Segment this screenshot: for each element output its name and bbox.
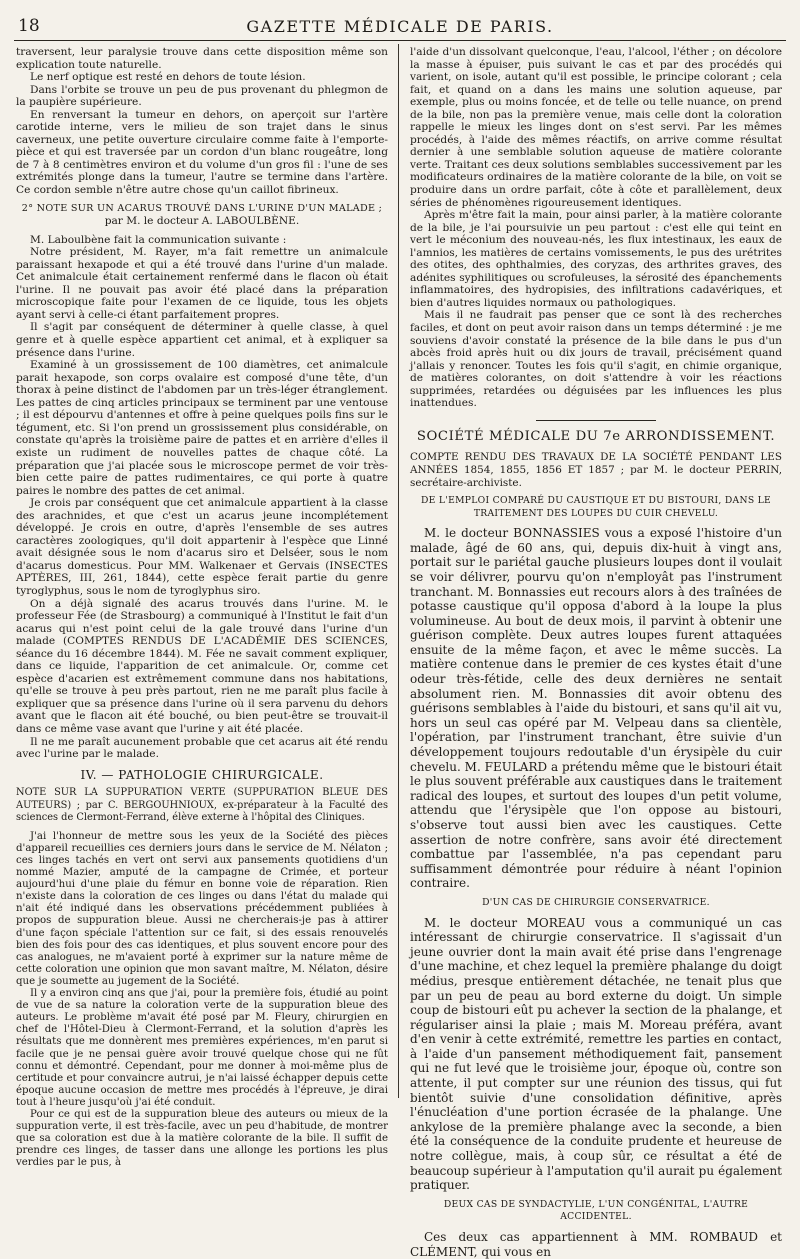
paragraph: En renversant la tumeur en dehors, on aperçoit sur l'artère carotide interne, vers le milieu de son trajet dans le sinus caverneux, une petite ouverture circulaire comme faite à l'emporte-pièce et qui est traversée par un cordon d'un blanc rougeâtre, long de 7 à 8 centimètres environ et du volume d'un gros fil : l'une de ses extrémités plonge dans la tumeur, l'autre se termine dans l'artère. Ce cordon semble n'être autre chose qu'un caillot fibrineux. [16, 108, 388, 197]
paragraph: Dans l'orbite se trouve un peu de pus provenant du phlegmon de la paupière supérieure. [16, 83, 388, 109]
paragraph: l'aide d'un dissolvant quelconque, l'eau, l'alcool, l'éther ; on décolore la masse à épuiser, puis suivant le cas et par des procédés qui varient, on isole, autant qu'il est possible, le principe colorant ; cela fait, et quand on a dans les mains une solution aqueuse, par exemple, plus ou moins foncée, et de telle ou telle nuance, on prend de la bile, non pas la première venue, mais celle dont la coloration rappelle le mieux les linges dont on s'est servi. Par les mêmes procédés, à l'aide des mêmes réactifs, on arrive comme résultat dernier à une semblable solution aqueuse de matière colorante verte. Traitant ces deux solutions semblables successivement par les modificateurs ordinaires de la matière colorante de la bile, on voit se produire dans un ordre parfait, côte à côte et parallèlement, deux séries de phénomènes rigoureusement identiques. [410, 46, 782, 209]
paragraph: Après m'être fait la main, pour ainsi parler, à la matière colorante de la bile, je l'ai poursuivie un peu partout : c'est elle qui teint en vert le méconium des nouveau-nés, les flux intestinaux, les eaux de l'amnios, les matières de certains vomissements, le pus des urétrites des otites, des ophthalmies, des coryzas, des arthrites graves, des adénites syphilitiques ou scrofuleuses, la sérosité des épanchements inflammatoires, des hydropisies, des infiltrations cadavériques, et bien d'autres liquides normaux ou pathologiques. [410, 209, 782, 309]
note-author: par M. le docteur A. LABOULBÈNE. [104, 215, 300, 228]
running-title: GAZETTE MÉDICALE DE PARIS. [246, 17, 554, 36]
society-title: SOCIÉTÉ MÉDICALE DU 7e ARRONDISSEMENT. [416, 428, 776, 444]
section-title: IV. — PATHOLOGIE CHIRURGICALE. [80, 767, 324, 782]
paragraph: M. le docteur MOREAU vous a communiqué un cas intéressant de chirurgie conservatrice. Il s'agissait d'un jeune ouvrier dont la main avait été prise dans l'engrenage d'une machine, et chez lequel la première phalange du doigt médius, presque entièrement détachée, ne tenait plus que par un peu de peau au bord externe du doigt. Un simple coup de bistouri eût pu achever la section de la phalange, et régulariser ainsi la plaie ; mais M. Moreau préféra, avant d'en venir à cette extrémité, remettre les parties en contact, à l'aide d'un pansement méthodiquement fait, pansement qui ne fut levé que le troisième jour, époque où, contre son attente, il put compter sur une réunion des tissus, qui fut bientôt suivie d'une consolidation définitive, après l'énucléation d'une portion écrasée de la phalange. Une ankylose de la première phalange avec la seconde, a bien été la conséquence de la conduite prudente et heureuse de notre collègue, mais, à coup sûr, ce résultat a été de beaucoup supérieur à l'amputation qu'il aurait pu également pratiquer. [410, 915, 782, 1193]
page-number: 18 [18, 16, 40, 36]
paragraph: M. le docteur BONNASSIES vous a exposé l'histoire d'un malade, âgé de 60 ans, qui, depuis dix-huit à vingt ans, portait sur le pariétal gauche plusieurs loupes dont il voulait se voir délivrer, pourvu qu'on n'employât pas l'instrument tranchant. M. Bonnassies eut recours alors à des traînées de potasse caustique qu'il opposa d'abord à la loupe la plus volumineuse. Au bout de deux mois, il parvint à obtenir une guérison complète. Deux autres loupes furent attaquées ensuite de la même façon, et avec le même succès. La matière contenue dans le premier de ces kystes était d'une odeur très-fétide, celle des deux dernières ne sentait absolument rien. M. Bonnassies dit avoir obtenu des guérisons semblables à l'aide du bistouri, et sans qu'il ait vu, hors un seul cas opéré par M. Velpeau dans sa clientèle, l'opération, par l'instrument tranchant, être suivie d'un développement toujours redoutable d'un érysipèle du cuir chevelu. M. FEULARD a prétendu même que le bistouri était le plus souvent préférable aux caustiques dans le traitement radical des loupes, et surtout des loupes d'un petit volume, attendu que l'érysipèle que l'on oppose au bistouri, s'observe tout aussi bien avec les caustiques. Cette assertion de notre confrère, sans avoir été directement combattue par l'assemblée, n'a pas cependant paru suffisamment démontrée pour réduire à néant l'opinion contraire. [410, 526, 782, 891]
paragraph: Notre président, M. Rayer, m'a fait remettre un animalcule paraissant hexapode et qui a été trouvé dans l'urine d'un malade. Cet animalcule était certainement renfermé dans le flacon où était l'urine. Il ne pouvait pas avoir été placé dans la préparation microscopique faite pour l'examen de ce liquide, tous les objets ayant servi à celle-ci étant parfaitement propres. [16, 246, 388, 321]
paragraph: Pour ce qui est de la suppuration bleue des auteurs ou mieux de la suppuration verte, il est très-facile, avec un peu d'habitude, de montrer que sa coloration est due à la matière colorante de la bile. Il suffit de prendre ces linges, de tasser dans une allonge les portions les plus verdies par le pus, à [16, 1108, 388, 1169]
paragraph: Le nerf optique est resté en dehors de toute lésion. [30, 71, 306, 84]
section-body [410, 526, 782, 891]
paragraph: Il s'agit par conséquent de déterminer à quelle classe, à quel genre et à quelle espèce appartient cet animal, et à expliquer sa présence dans l'urine. [16, 321, 388, 359]
right-column [410, 46, 782, 1259]
column-divider [398, 44, 399, 1098]
paragraph: Ces deux cas appartiennent à MM. ROMBAUD et CLÉMENT, qui vous en [410, 1229, 782, 1259]
section-body [410, 1230, 782, 1259]
note-heading: 2° NOTE SUR UN ACARUS TROUVÉ DANS L'URINE D'UN MALADE ; [21, 202, 383, 214]
paragraph: Il y a environ cinq ans que j'ai, pour la première fois, étudié au point de vue de sa nature la coloration verte de la suppuration bleue des auteurs. Le problème m'avait été posé par M. Fleury, chirurgien en chef de l'Hôtel-Dieu à Clermont-Ferrand, et la solution d'après les résultats que me donnèrent mes premières expériences, m'en parut si facile que je ne pensai guère avoir trouvé quelque chose qui ne fût connu et démontré. Cependant, pour me donner à moi-même plus de certitude et pour convaincre autrui, je n'ai laissé échapper depuis cette époque aucune occasion de mettre mes procédés à l'épreuve, je dirai tout à l'heure jusqu'où j'ai été conduit. [16, 988, 388, 1108]
paragraph: M. Laboulbène fait la communication suivante : [30, 233, 287, 246]
paragraph: On a déjà signalé des acarus trouvés dans l'urine. M. le professeur Fée (de Strasbourg) a communiqué à l'Institut le fait d'un acarus qui n'est point celui de la gale trouvé dans l'urine d'un malade (COMPTES RENDUS DE L'ACADÉMIE DES SCIENCES, séance du 16 décembre 1844). M. Fée ne savait comment expliquer, dans ce liquide, l'apparition de cet animalcule. Or, comme cet espèce d'acarien est extrêmement commune dans nos habitations, qu'elle se trouve à peu près partout, rien ne me paraît plus facile à expliquer que sa présence dans l'urine où il sera parvenu du dehors avant que le flacon ait été bouché, ou bien peut-être se trouvait-il dans ce même vase avant que l'urine y ait été placée. [16, 597, 388, 735]
paragraph: Je crois par conséquent que cet animalcule appartient à la classe des arachnides, et que c'est un acarus jeune incomplétement développé. Je crois en outre, d'après l'ensemble de ses autres caractères zoologiques, qu'il doit appartenir à l'espèce que Linné avait désignée sous le nom d'acarus siro et Delséer, sous le nom d'acarus domesticus. Pour MM. Walkenaer et Gervais (INSECTES APTÈRES, III, 261, 1844), cette espèce ferait partie du genre tyroglyphus, sous le nom de tyroglyphus siro. [16, 497, 388, 597]
subheading: DEUX CAS DE SYNDACTYLIE, L'UN CONGÉNITAL, L'AUTRE ACCIDENTEL. [443, 1198, 749, 1223]
subheading: DE L'EMPLOI COMPARÉ DU CAUSTIQUE ET DU BISTOURI, DANS LE TRAITEMENT DES LOUPES DU CUIR CHEVELU. [420, 495, 772, 519]
section-body [410, 916, 782, 1193]
compte-rendu: COMPTE RENDU DES TRAVAUX DE LA SOCIÉTÉ PENDANT LES ANNÉES 1854, 1855, 1856 ET 1857 ; par M. le docteur PERRIN, secrétaire-archiviste. [410, 451, 782, 489]
subheading: D'UN CAS DE CHIRURGIE CONSERVATRICE. [482, 896, 710, 908]
paragraph: Il ne me paraît aucunement probable que cet acarus ait été rendu avec l'urine par le malade. [16, 735, 388, 761]
paragraph: Examiné à un grossissement de 100 diamètres, cet animalcule parait hexapode, son corps ovalaire est composé d'une tête, d'un thorax à peine distinct de l'abdomen par un très-léger étranglement. Les pattes de cinq articles principaux se terminent par une ventouse ; il est dépourvu d'antennes et offre à peine quelques poils fins sur le tégument, etc. Si l'on prend un grossissement plus considérable, on constate qu'après la troisième paire de pattes et en arrière d'elles il existe un rudiment de nouvelles pattes de chaque côté. La préparation que j'ai placée sous le microscope permet de voir très-bien cette paire de pattes rudimentaires, ce qui porte à quatre paires le nombre des pattes de cet animal. [16, 359, 388, 497]
section-rule [536, 420, 656, 421]
paragraph: traversent, leur paralysie trouve dans cette disposition même son explication toute naturelle. [16, 46, 388, 71]
paragraph: J'ai l'honneur de mettre sous les yeux de la Société des pièces d'appareil recueillies ces derniers jours dans le service de M. Nélaton ; ces linges tachés en vert ont servi aux pansements quotidiens d'un nommé Mazier, amputé de la campagne de Crimée, et porteur aujourd'hui d'une plaie du fémur en bonne voie de réparation. Rien n'existe dans la coloration de ces linges ou dans l'état du malade qui n'ait été indiqué dans les observations précédemment publiées à propos de suppuration bleue. Aussi ne chercherais-je pas à attirer d'une façon spéciale l'attention sur ce fait, si des essais renouvelés bien des fois pour des cas identiques, et plus souvent encore pour des cas analogues, ne m'avaient porté à exprimer sur la nature même de cette coloration une opinion que mon savant maître, M. Nélaton, désire que je soumette au jugement de la Société. [16, 830, 388, 987]
section-note: NOTE SUR LA SUPPURATION VERTE (SUPPURATION BLEUE DES AUTEURS) ; par C. BERGOUHNIOUX, ex-préparateur à la Faculté des sciences de Clermont-Ferrand, élève externe à l'hôpital des Cliniques. [16, 787, 388, 824]
section-body [16, 831, 388, 1170]
left-column [16, 46, 388, 1169]
page-header [14, 10, 786, 41]
paragraph: Mais il ne faudrait pas penser que ce sont là des recherches faciles, et dont on peut avoir raison dans un temps déterminé : je me souviens d'avoir constaté la présence de la bile dans le pus d'un abcès froid après huit ou dix jours de travail, précisément quand j'allais y renoncer. Toutes les fois qu'il s'agit, en chimie organique, de matières colorantes, on doit s'attendre à voir les réactions supprimées, retardées ou déguisées par les influences les plus inattendues. [410, 309, 782, 410]
